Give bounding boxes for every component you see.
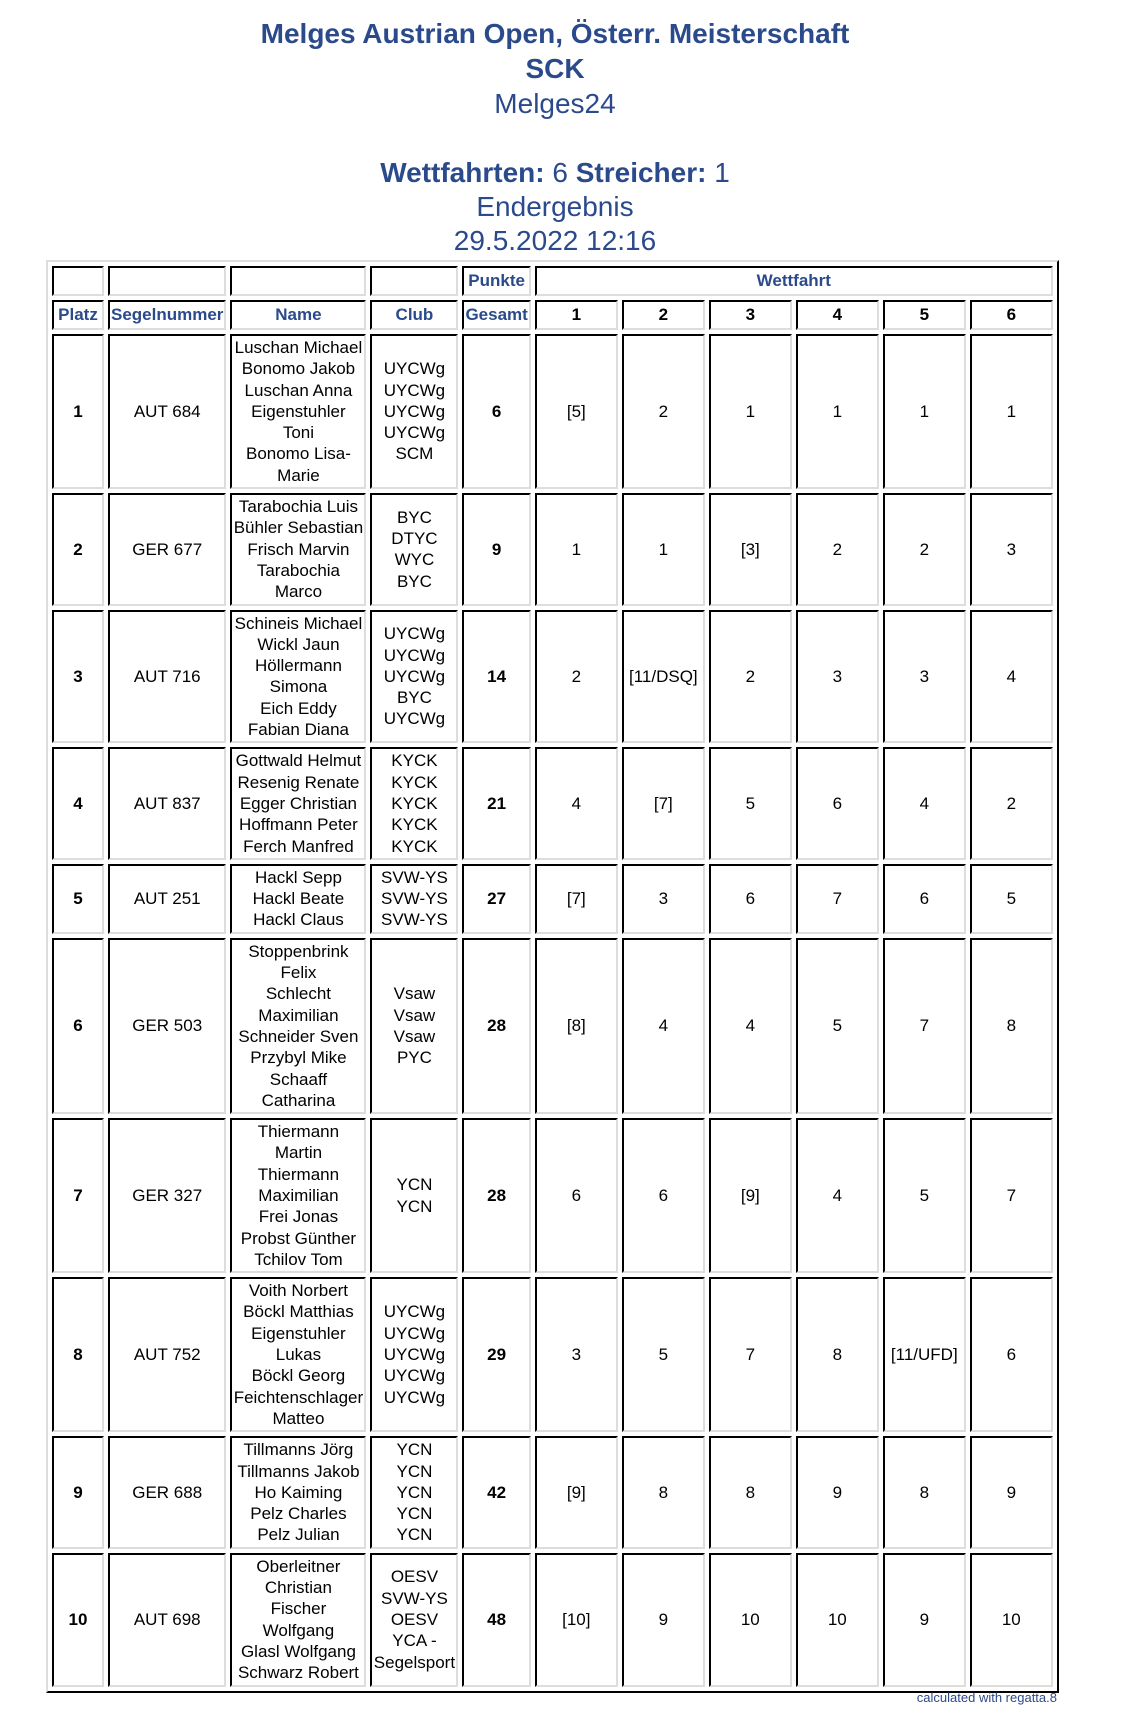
crew-club: UYCWg — [383, 1323, 446, 1343]
table-row — [52, 493, 1053, 605]
crew-names-cell — [230, 938, 366, 1114]
crew-club: KYCK — [391, 751, 438, 771]
result-status: Endergebnis — [476, 191, 634, 222]
total-points-cell: 28 — [462, 1118, 530, 1273]
races-label: Wettfahrten: — [380, 157, 545, 188]
crew-club: KYCK — [391, 836, 438, 856]
race-5-score-cell: [11/UFD] — [883, 1277, 966, 1432]
total-points-cell: 21 — [462, 747, 530, 859]
race-4-score-cell: 5 — [796, 938, 879, 1114]
race-4-score-cell: 10 — [796, 1553, 879, 1687]
column-header-race-5: 5 — [883, 300, 966, 330]
sail-number-cell: GER 688 — [108, 1436, 226, 1548]
race-5-score-cell: 4 — [883, 747, 966, 859]
race-6-score-cell: 9 — [970, 1436, 1053, 1548]
race-1-score-cell: [9] — [535, 1436, 618, 1548]
table-row — [52, 334, 1053, 489]
crew-clubs-cell — [370, 1277, 458, 1432]
crew-clubs-cell — [370, 747, 458, 859]
race-6-score-cell: 10 — [970, 1553, 1053, 1687]
results-body — [52, 334, 1053, 1687]
sail-number-cell: AUT 251 — [108, 864, 226, 934]
total-points-cell: 27 — [462, 864, 530, 934]
race-2-score-cell: 6 — [622, 1118, 705, 1273]
crew-club: UYCWg — [383, 666, 446, 686]
sail-number-cell: AUT 837 — [108, 747, 226, 859]
crew-name: Tarabochia Marco — [256, 560, 341, 602]
crew-clubs-cell — [370, 1436, 458, 1548]
sail-number-cell: AUT 716 — [108, 610, 226, 744]
race-1-score-cell: 2 — [535, 610, 618, 744]
crew-name: Tillmanns Jörg — [243, 1440, 354, 1460]
crew-names-cell — [230, 1436, 366, 1548]
platz-cell: 2 — [52, 493, 104, 605]
crew-name: Hackl Claus — [253, 910, 344, 930]
total-points-cell: 6 — [462, 334, 530, 489]
crew-names-cell — [230, 1553, 366, 1687]
sail-number-cell: AUT 684 — [108, 334, 226, 489]
crew-name: Schneider Sven — [238, 1026, 359, 1046]
total-points-cell: 14 — [462, 610, 530, 744]
crew-clubs-cell — [370, 334, 458, 489]
crew-name: Probst Günther — [240, 1228, 357, 1248]
race-2-score-cell: [7] — [622, 747, 705, 859]
race-1-score-cell: 1 — [535, 493, 618, 605]
table-row — [52, 1277, 1053, 1432]
table-row — [52, 747, 1053, 859]
crew-name: Ho Kaiming — [254, 1482, 343, 1502]
crew-club: UYCWg — [383, 380, 446, 400]
empty-header-cell — [52, 266, 104, 296]
crew-club: WYC — [394, 550, 435, 570]
crew-club: UYCWg — [383, 359, 446, 379]
race-4-score-cell: 9 — [796, 1436, 879, 1548]
platz-cell: 10 — [52, 1553, 104, 1687]
crew-name: Tillmanns Jakob — [237, 1461, 360, 1481]
race-5-score-cell: 7 — [883, 938, 966, 1114]
race-3-score-cell: 4 — [709, 938, 792, 1114]
crew-name: Feichtenschlager Matteo — [233, 1387, 364, 1428]
crew-club: OESV — [390, 1567, 439, 1587]
table-row — [52, 864, 1053, 934]
total-points-cell: 9 — [462, 493, 530, 605]
crew-club: UYCWg — [383, 645, 446, 665]
total-points-cell: 29 — [462, 1277, 530, 1432]
crew-clubs-cell — [370, 864, 458, 934]
platz-cell: 5 — [52, 864, 104, 934]
column-header-race-1: 1 — [535, 300, 618, 330]
empty-header-cell — [370, 266, 458, 296]
crew-club: YCN — [396, 1525, 433, 1545]
column-header-race-2: 2 — [622, 300, 705, 330]
race-6-score-cell: 7 — [970, 1118, 1053, 1273]
group-header-row — [52, 266, 1053, 296]
discards-value: 1 — [714, 157, 730, 188]
race-4-score-cell: 3 — [796, 610, 879, 744]
crew-club: YCA - Segelsport — [373, 1631, 456, 1672]
race-2-score-cell: 8 — [622, 1436, 705, 1548]
race-3-score-cell: [3] — [709, 493, 792, 605]
crew-name: Höllermann Simona — [254, 656, 342, 697]
crew-club: YCN — [396, 1461, 433, 1481]
crew-name: Thiermann Martin — [257, 1122, 340, 1163]
crew-club: KYCK — [391, 772, 438, 792]
footer-credit: calculated with regatta.8 — [916, 1690, 1057, 1705]
race-3-score-cell: 5 — [709, 747, 792, 859]
crew-name: Luschan Michael — [234, 338, 363, 357]
crew-club: OESV — [390, 1609, 439, 1629]
crew-clubs-cell — [370, 1553, 458, 1687]
race-6-score-cell: 1 — [970, 334, 1053, 489]
crew-clubs-cell — [370, 938, 458, 1114]
race-5-score-cell: 3 — [883, 610, 966, 744]
race-6-score-cell: 8 — [970, 938, 1053, 1114]
results-table — [46, 260, 1059, 1693]
crew-name: Luschan Anna — [244, 380, 353, 400]
crew-club: YCN — [396, 1175, 433, 1195]
race-2-score-cell: 1 — [622, 493, 705, 605]
crew-club: UYCWg — [383, 401, 446, 421]
race-1-score-cell: 4 — [535, 747, 618, 859]
crew-club: BYC — [396, 507, 432, 527]
race-3-score-cell: [9] — [709, 1118, 792, 1273]
race-4-score-cell: 1 — [796, 334, 879, 489]
discards-label: Streicher: — [575, 157, 707, 188]
punkte-group-header: Punkte — [462, 266, 530, 296]
empty-header-cell — [108, 266, 226, 296]
crew-name: Bonomo Jakob — [241, 359, 356, 379]
race-1-score-cell: [10] — [535, 1553, 618, 1687]
race-6-score-cell: 4 — [970, 610, 1053, 744]
crew-name: Eich Eddy — [260, 698, 337, 718]
crew-names-cell — [230, 1277, 366, 1432]
platz-cell: 9 — [52, 1436, 104, 1548]
column-header-row — [52, 300, 1053, 330]
crew-name: Pelz Charles — [250, 1504, 347, 1524]
total-points-cell: 48 — [462, 1553, 530, 1687]
crew-name: Böckl Georg — [251, 1366, 346, 1386]
race-2-score-cell: 3 — [622, 864, 705, 934]
platz-cell: 7 — [52, 1118, 104, 1273]
race-6-score-cell: 5 — [970, 864, 1053, 934]
crew-name: Eigenstuhler Toni — [251, 401, 346, 443]
race-3-score-cell: 10 — [709, 1553, 792, 1687]
race-5-score-cell: 5 — [883, 1118, 966, 1273]
crew-names-cell — [230, 1118, 366, 1273]
crew-names-cell — [230, 747, 366, 859]
race-6-score-cell: 3 — [970, 493, 1053, 605]
column-header-race-3: 3 — [709, 300, 792, 330]
crew-name: Schlecht Maximilian — [258, 984, 339, 1025]
crew-club: YCN — [396, 1504, 433, 1524]
column-header-platz: Platz — [52, 300, 104, 330]
crew-name: Tchilov Tom — [254, 1249, 343, 1269]
race-2-score-cell: 2 — [622, 334, 705, 489]
crew-club: SVW-YS — [381, 910, 448, 930]
race-3-score-cell: 7 — [709, 1277, 792, 1432]
crew-club: BYC — [396, 688, 432, 708]
total-points-cell: 42 — [462, 1436, 530, 1548]
race-6-score-cell: 6 — [970, 1277, 1053, 1432]
crew-name: Schaaff Catharina — [261, 1069, 336, 1110]
crew-name: Hackl Beate — [252, 889, 345, 909]
crew-name: Tarabochia Luis — [238, 497, 358, 517]
race-5-score-cell: 9 — [883, 1553, 966, 1687]
total-points-cell: 28 — [462, 938, 530, 1114]
crew-clubs-cell — [370, 1118, 458, 1273]
table-row — [52, 610, 1053, 744]
crew-club: UYCWg — [383, 624, 446, 644]
crew-name: Ferch Manfred — [243, 836, 354, 856]
crew-name: Stoppenbrink Felix — [248, 941, 349, 983]
crew-names-cell — [230, 334, 366, 489]
race-1-score-cell: 6 — [535, 1118, 618, 1273]
crew-name: Eigenstuhler Lukas — [251, 1323, 346, 1365]
races-value: 6 — [552, 157, 568, 188]
table-row — [52, 1436, 1053, 1548]
crew-club: Vsaw — [393, 1026, 436, 1046]
column-header-race-4: 4 — [796, 300, 879, 330]
boat-class: Melges24 — [494, 88, 616, 119]
crew-name: Böckl Matthias — [243, 1302, 354, 1322]
crew-club: Vsaw — [393, 1005, 436, 1025]
race-5-score-cell: 1 — [883, 334, 966, 489]
crew-name: Fabian Diana — [247, 720, 349, 740]
event-title: Melges Austrian Open, Österr. Meisterschaft — [260, 18, 850, 49]
crew-name: Bonomo Lisa-Marie — [245, 444, 351, 485]
crew-club: YCN — [396, 1482, 433, 1502]
sail-number-cell: AUT 698 — [108, 1553, 226, 1687]
table-row — [52, 938, 1053, 1114]
crew-name: Egger Christian — [239, 793, 358, 813]
crew-name: Glasl Wolfgang — [240, 1641, 356, 1661]
race-5-score-cell: 6 — [883, 864, 966, 934]
wettfahrt-group-header: Wettfahrt — [535, 266, 1053, 296]
crew-club: UYCWg — [383, 1345, 446, 1365]
race-1-score-cell: 3 — [535, 1277, 618, 1432]
crew-name: Oberleitner Christian — [256, 1556, 341, 1598]
race-4-score-cell: 2 — [796, 493, 879, 605]
results-header — [0, 16, 1110, 258]
crew-club: Vsaw — [393, 984, 436, 1004]
race-4-score-cell: 6 — [796, 747, 879, 859]
race-2-score-cell: [11/DSQ] — [622, 610, 705, 744]
crew-club: UYCWg — [383, 423, 446, 443]
crew-club: KYCK — [391, 815, 438, 835]
platz-cell: 1 — [52, 334, 104, 489]
race-3-score-cell: 8 — [709, 1436, 792, 1548]
platz-cell: 3 — [52, 610, 104, 744]
race-summary — [0, 156, 1110, 190]
race-2-score-cell: 5 — [622, 1277, 705, 1432]
crew-club: PYC — [396, 1048, 432, 1068]
crew-club: DTYC — [391, 529, 438, 549]
race-5-score-cell: 2 — [883, 493, 966, 605]
crew-name: Pelz Julian — [257, 1525, 340, 1545]
sail-number-cell: GER 677 — [108, 493, 226, 605]
platz-cell: 8 — [52, 1277, 104, 1432]
platz-cell: 6 — [52, 938, 104, 1114]
race-3-score-cell: 1 — [709, 334, 792, 489]
crew-names-cell — [230, 493, 366, 605]
race-1-score-cell: [5] — [535, 334, 618, 489]
crew-name: Wickl Jaun — [257, 634, 340, 654]
crew-name: Hoffmann Peter — [239, 815, 358, 835]
crew-name: Resenig Renate — [237, 772, 360, 792]
crew-name: Frisch Marvin — [247, 539, 350, 559]
crew-name: Bühler Sebastian — [233, 518, 364, 538]
race-3-score-cell: 6 — [709, 864, 792, 934]
race-1-score-cell: [7] — [535, 864, 618, 934]
race-4-score-cell: 8 — [796, 1277, 879, 1432]
crew-name: Schineis Michael — [234, 613, 363, 633]
sail-number-cell: GER 327 — [108, 1118, 226, 1273]
crew-club: UYCWg — [383, 1366, 446, 1386]
crew-name: Fischer Wolfgang — [262, 1599, 335, 1640]
crew-name: Schwarz Robert — [237, 1663, 359, 1683]
race-5-score-cell: 8 — [883, 1436, 966, 1548]
table-row — [52, 1118, 1053, 1273]
crew-clubs-cell — [370, 610, 458, 744]
column-header-gesamt: Gesamt — [462, 300, 530, 330]
crew-club: SVW-YS — [381, 1588, 448, 1608]
race-1-score-cell: [8] — [535, 938, 618, 1114]
race-4-score-cell: 4 — [796, 1118, 879, 1273]
column-header-race-6: 6 — [970, 300, 1053, 330]
crew-club: BYC — [396, 571, 432, 591]
crew-names-cell — [230, 864, 366, 934]
race-2-score-cell: 9 — [622, 1553, 705, 1687]
table-row — [52, 1553, 1053, 1687]
crew-name: Frei Jonas — [258, 1207, 339, 1227]
crew-name: Hackl Sepp — [254, 867, 342, 887]
crew-club: YCN — [396, 1440, 433, 1460]
crew-name: Przybyl Mike — [250, 1048, 347, 1068]
crew-club: YCN — [396, 1196, 433, 1216]
crew-names-cell — [230, 610, 366, 744]
crew-club: SCM — [395, 444, 434, 464]
result-datetime: 29.5.2022 12:16 — [453, 225, 657, 256]
empty-header-cell — [230, 266, 366, 296]
crew-name: Gottwald Helmut — [235, 751, 362, 771]
race-4-score-cell: 7 — [796, 864, 879, 934]
crew-club: SVW-YS — [381, 867, 448, 887]
crew-club: SVW-YS — [381, 889, 448, 909]
race-2-score-cell: 4 — [622, 938, 705, 1114]
crew-club: UYCWg — [383, 709, 446, 729]
column-header-segelnummer: Segelnummer — [108, 300, 226, 330]
crew-name: Thiermann Maximilian — [257, 1164, 340, 1205]
race-6-score-cell: 2 — [970, 747, 1053, 859]
platz-cell: 4 — [52, 747, 104, 859]
crew-club: UYCWg — [383, 1302, 446, 1322]
organizing-club: SCK — [525, 53, 585, 84]
column-header-name: Name — [230, 300, 366, 330]
column-header-club: Club — [370, 300, 458, 330]
crew-club: KYCK — [391, 793, 438, 813]
crew-name: Voith Norbert — [248, 1281, 349, 1301]
crew-club: UYCWg — [383, 1387, 446, 1407]
sail-number-cell: GER 503 — [108, 938, 226, 1114]
sail-number-cell: AUT 752 — [108, 1277, 226, 1432]
crew-clubs-cell — [370, 493, 458, 605]
race-3-score-cell: 2 — [709, 610, 792, 744]
